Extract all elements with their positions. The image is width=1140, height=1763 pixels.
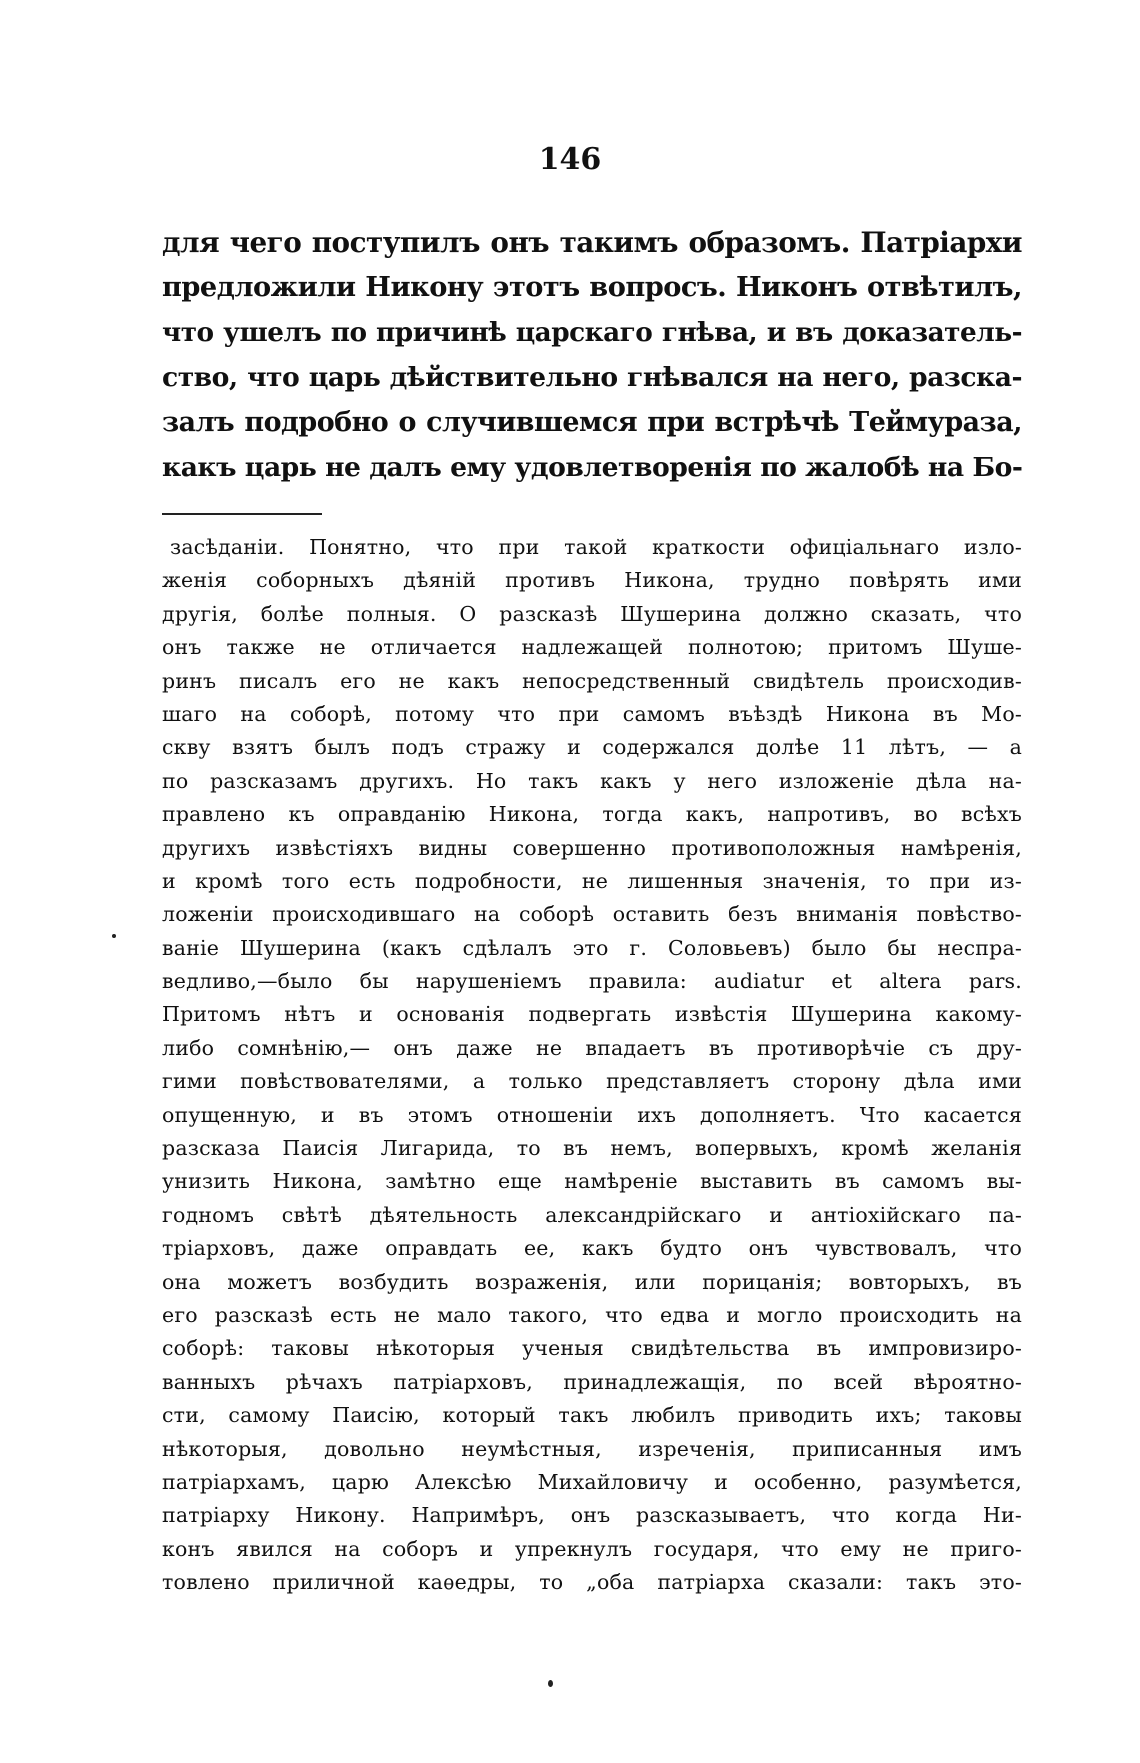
footnote-line: унизить Никона, замѣтно еще намѣреніе выставить въ самомъ вы- (162, 1169, 1022, 1194)
footnote-line: патріархамъ, царю Алексѣю Михайловичу и особенно, разумѣется, (162, 1469, 1022, 1494)
footnote-line: скву взятъ былъ подъ стражу и содержался долѣе 11 лѣтъ, — а (162, 735, 1022, 760)
page-number: 146 (538, 142, 602, 177)
main-text-line: что ушелъ по причинѣ царскаго гнѣва, и въ доказатель- (162, 317, 1022, 348)
footnote-line: другія, болѣе полныя. О разсказѣ Шушерина должно сказать, что (162, 601, 1022, 626)
main-text-line: какъ царь не далъ ему удовлетворенія по жалобѣ на Бо- (162, 452, 1023, 483)
footnote-line: другихъ извѣстіяхъ видны совершенно противоположныя намѣренія, (162, 835, 1022, 860)
footnote-line: товлено приличной каѳедры, то „оба патріарха сказали: такъ это- (162, 1570, 1022, 1595)
footnote-line: ваніе Шушерина (какъ сдѣлалъ это г. Соловьевъ) было бы неспра- (162, 935, 1022, 960)
footnote-line: либо сомнѣнію,— онъ даже не впадаетъ въ противорѣчіе съ дру- (162, 1035, 1022, 1060)
footnote-line: разсказа Паисія Лигарида, то въ немъ, вопервыхъ, кромѣ желанія (162, 1136, 1022, 1161)
footnote-line: его разсказѣ есть не мало такого, что едва и могло происходить на (162, 1302, 1022, 1327)
footnote-line: и кромѣ того есть подробности, не лишенныя значенія, то при из- (162, 868, 1022, 893)
scan-speck (548, 1680, 553, 1687)
main-text-line: для чего поступилъ онъ такимъ образомъ. Патріархи (162, 226, 1022, 259)
footnote-line: шаго на соборѣ, потому что при самомъ въѣздѣ Никона въ Мо- (162, 701, 1022, 726)
footnote-line: правлено къ оправданію Никона, тогда какъ, напротивъ, во всѣхъ (162, 802, 1022, 827)
main-text-line: ство, что царь дѣйствительно гнѣвался на него, разска- (162, 362, 1022, 393)
footnote-line: конъ явился на соборъ и упрекнулъ государя, что ему не приго- (162, 1536, 1022, 1561)
footnote-line: ринъ писалъ его не какъ непосредственный свидѣтель происходив- (162, 668, 1022, 693)
footnote-line: опущенную, и въ этомъ отношеніи ихъ дополняетъ. Что касается (162, 1102, 1022, 1127)
main-text-block (162, 220, 1022, 490)
footnote-divider (162, 513, 322, 515)
footnote-line: ложеніи происходившаго на соборѣ оставить безъ вниманія повѣство- (162, 902, 1022, 927)
footnote-line: ванныхъ рѣчахъ патріарховъ, принадлежащія, по всей вѣроятно- (162, 1369, 1022, 1394)
footnote-line: засѣданіи. Понятно, что при такой краткости офиціальнаго изло- (170, 535, 1022, 559)
footnote-line: ведливо,—было бы нарушеніемъ правила: audiatur et altera pars. (162, 969, 1022, 994)
footnote-line: патріарху Никону. Напримѣръ, онъ разсказываетъ, что когда Ни- (162, 1503, 1022, 1528)
scan-speck (112, 934, 116, 938)
footnote-line: сти, самому Паисію, который такъ любилъ приводить ихъ; таковы (162, 1403, 1022, 1428)
main-text-line: залъ подробно о случившемся при встрѣчѣ Теймураза, (162, 407, 1022, 438)
main-text-line: предложили Никону этотъ вопросъ. Никонъ отвѣтилъ, (162, 271, 1022, 303)
footnote-line: Притомъ нѣтъ и основанія подвергать извѣстія Шушерина какому- (162, 1002, 1022, 1027)
footnote-block (162, 531, 1022, 1600)
footnote-line: тріарховъ, даже оправдать ее, какъ будто онъ чувствовалъ, что (162, 1236, 1022, 1261)
footnote-line: гими повѣствователями, а только представляетъ сторону дѣла ими (162, 1069, 1022, 1094)
footnote-line: соборѣ: таковы нѣкоторыя ученыя свидѣтельства въ импровизиро- (162, 1336, 1022, 1361)
footnote-line: нѣкоторыя, довольно неумѣстныя, изреченія, приписанныя имъ (162, 1436, 1022, 1461)
footnote-line: по разсказамъ другихъ. Но такъ какъ у него изложеніе дѣла на- (162, 768, 1022, 793)
footnote-line: она можетъ возбудить возраженія, или порицанія; вовторыхъ, въ (162, 1269, 1022, 1294)
footnote-line: годномъ свѣтѣ дѣятельность александрійскаго и антіохійскаго па- (162, 1202, 1022, 1227)
footnote-line: онъ также не отличается надлежащей полнотою; притомъ Шуше- (162, 635, 1022, 660)
footnote-line: женія соборныхъ дѣяній противъ Никона, трудно повѣрять ими (162, 568, 1022, 593)
